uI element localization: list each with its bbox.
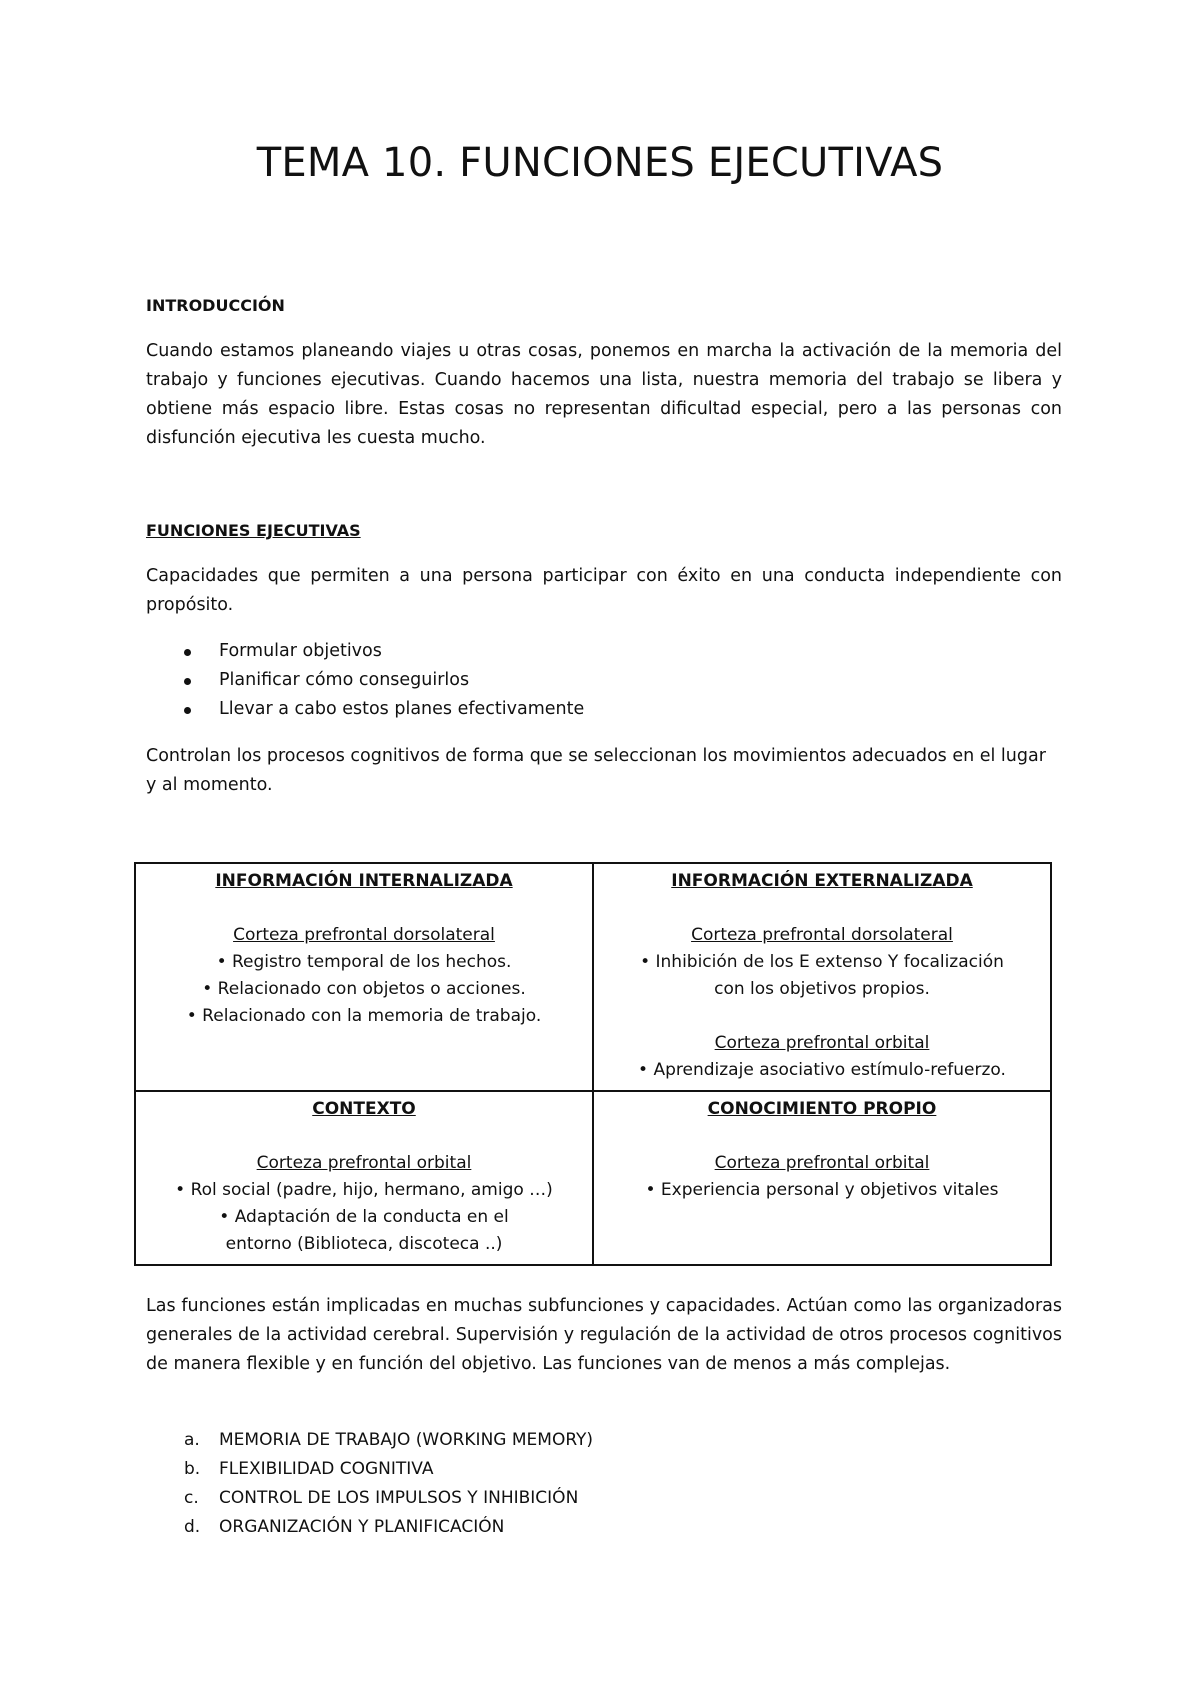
fe-heading: FUNCIONES EJECUTIVAS <box>146 521 361 540</box>
list-item: c. CONTROL DE LOS IMPULSOS Y INHIBICIÓN <box>184 1488 579 1508</box>
cell-self: CONOCIMIENTO PROPIO Corteza prefrontal orbital • Experiencia personal y objetivos vitales <box>593 1091 1051 1265</box>
list-item: Planificar cómo conseguirlos <box>146 666 1046 695</box>
bullet-icon <box>184 649 191 656</box>
page-title: TEMA 10. FUNCIONES EJECUTIVAS <box>256 140 944 186</box>
closing-paragraph: Las funciones están implicadas en muchas subfunciones y capacidades. Actúan como las organizadoras generales de la actividad cerebral. Supervisión y regulación de la actividad de otros procesos cognitivos de manera flexible y en función del objetivo. Las funciones van de menos a más complejas. <box>146 1296 1062 1374</box>
info-table <box>134 862 1052 1266</box>
cell-internal: INFORMACIÓN INTERNALIZADA Corteza prefrontal dorsolateral • Registro temporal de los hechos. • Relacionado con objetos o acciones. • Relacionado con la memoria de trabajo. <box>135 863 593 1091</box>
list-item: a. MEMORIA DE TRABAJO (WORKING MEMORY) <box>184 1430 594 1450</box>
bullet-icon <box>184 707 191 714</box>
intro-heading: INTRODUCCIÓN <box>146 296 285 315</box>
fe-after-paragraph: Controlan los procesos cognitivos de forma que se seleccionan los movimientos adecuados en el lugar y al momento. <box>146 746 1046 795</box>
list-item: Formular objetivos <box>146 637 1046 666</box>
functions-list <box>146 1426 593 1542</box>
list-item: Llevar a cabo estos planes efectivamente <box>146 695 1046 724</box>
fe-paragraph: Capacidades que permiten a una persona participar con éxito en una conducta independiente con propósito. <box>146 566 1062 615</box>
list-item: d. ORGANIZACIÓN Y PLANIFICACIÓN <box>184 1517 505 1537</box>
objectives-list <box>146 637 1046 724</box>
cell-context: CONTEXTO Corteza prefrontal orbital • Rol social (padre, hijo, hermano, amigo …) • Adaptación de la conducta en el entorno (Biblioteca, discoteca ..) <box>135 1091 593 1265</box>
bullet-icon <box>184 678 191 685</box>
cell-external: INFORMACIÓN EXTERNALIZADA Corteza prefrontal dorsolateral • Inhibición de los E extenso Y focalización con los objetivos propios. Corteza prefrontal orbital • Aprendizaje asociativo estímulo-refuerzo. <box>593 863 1051 1091</box>
intro-paragraph: Cuando estamos planeando viajes u otras cosas, ponemos en marcha la activación de la memoria del trabajo y funciones ejecutivas. Cuando hacemos una lista, nuestra memoria del trabajo se libera y obtiene más espacio libre. Estas cosas no representan dificultad especial, pero a las personas con disfunción ejecutiva les cuesta mucho. <box>146 341 1062 448</box>
list-item: b. FLEXIBILIDAD COGNITIVA <box>184 1459 434 1479</box>
